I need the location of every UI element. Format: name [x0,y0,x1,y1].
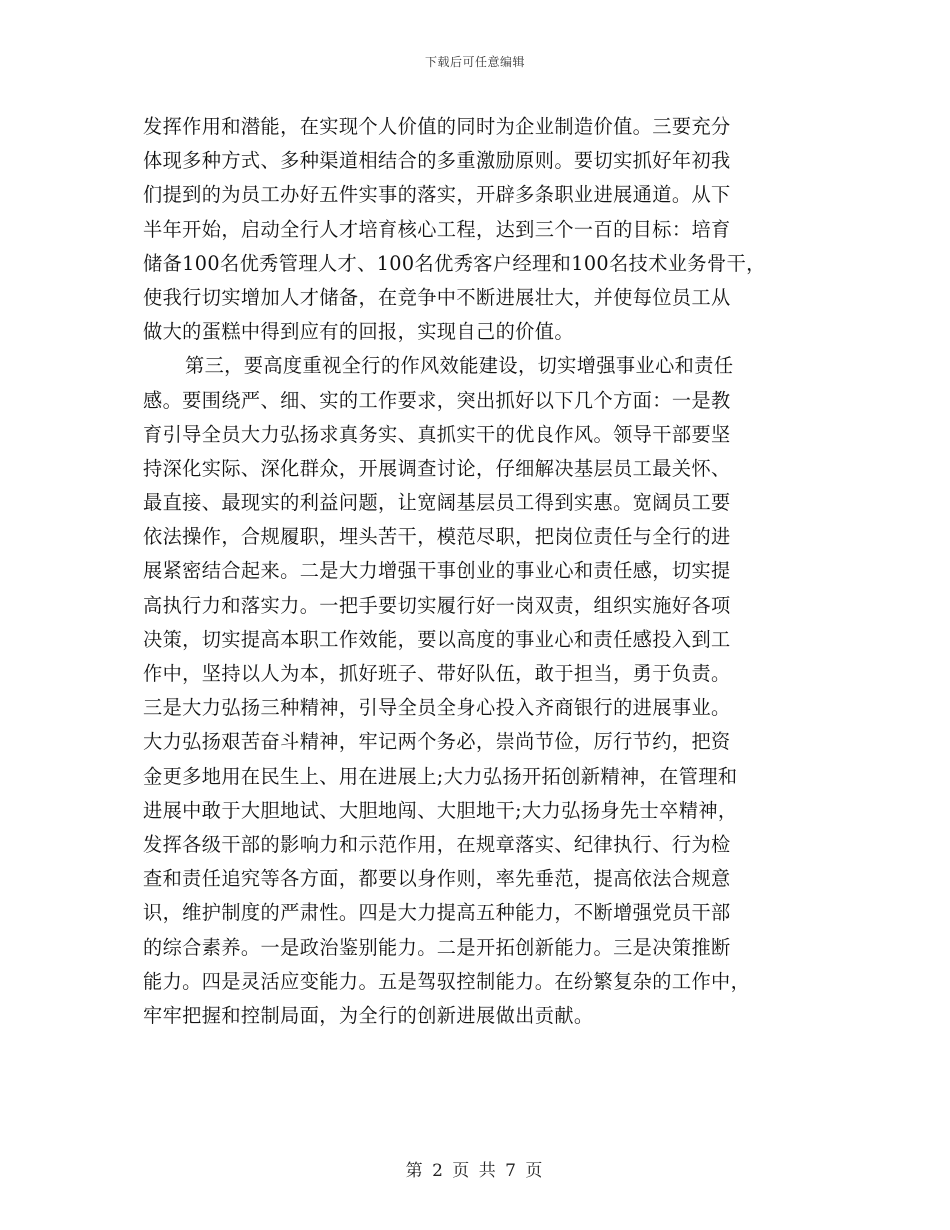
text-line: 发挥作用和潜能，在实现个人价值的同时为企业制造价值。三要充分 [143,115,731,138]
text-line: 体现多种方式、多种渠道相结合的多重激励原则。要切实抓好年初我 [143,149,731,173]
text-line: 做大的蛋糕中得到应有的回报，实现自己的价值。 [143,320,574,344]
text-line: 持深化实际、深化群众，开展调查讨论，仔细解决基层员工最关怀、 [143,456,731,480]
text-line: 最直接、最现实的利益问题，让宽阔基层员工得到实惠。宽阔员工要 [143,491,731,515]
text-line: 高执行力和落实力。一把手要切实履行好一岗双责，组织实施好各项 [143,593,731,617]
text-line: 使我行切实增加人才储备，在竞争中不断进展壮大，并使每位员工从 [143,285,731,309]
text-line: 作中，坚持以人为本，抓好班子、带好队伍，敢于担当，勇于负责。 [143,662,731,685]
body-text [143,110,813,1033]
text-line: 三是大力弘扬三种精神，引导全员全身心投入齐商银行的进展事业。 [143,696,731,720]
text-line: 金更多地用在民生上、用在进展上;大力弘扬开拓创新精神，在管理和 [143,764,738,788]
text-line: 能力。四是灵活应变能力。五是驾驭控制能力。在纷繁复杂的工作中， [143,969,751,993]
text-line: 查和责任追究等各方面，都要以身作则，率先垂范，提高依法合规意 [143,867,731,891]
text-line: 半年开始，启动全行人才培育核心工程，达到三个一百的目标：培育 [143,217,731,241]
text-line: 决策，切实提高本职工作效能，要以高度的事业心和责任感投入到工 [143,627,731,651]
text-line: 依法操作，合规履职，埋头苦干，模范尽职，把岗位责任与全行的进 [143,525,731,549]
text-line: 牢牢把握和控制局面，为全行的创新进展做出贡献。 [143,1003,594,1027]
text-line: 识，维护制度的严肃性。四是大力提高五种能力，不断增强党员干部 [143,901,731,925]
text-line: 展紧密结合起来。二是大力增强干事创业的事业心和责任感，切实提 [143,559,731,583]
page-number: 第 2 页 共 7 页 [405,1161,545,1181]
text-line: 进展中敢于大胆地试、大胆地闯、大胆地干;大力弘扬身先士卒精神， [143,798,738,822]
text-line: 感。要围绕严、细、实的工作要求，突出抓好以下几个方面：一是教 [143,388,731,412]
text-line: 的综合素养。一是政治鉴别能力。二是开拓创新能力。三是决策推断 [143,935,731,959]
text-line: 储备100名优秀管理人才、100名优秀客户经理和100名技术业务骨干， [143,251,766,275]
text-line: 育引导全员大力弘扬求真务实、真抓实干的优良作风。领导干部要坚 [143,422,731,446]
paragraph-start-line: 第三，要高度重视全行的作风效能建设，切实增强事业心和责任 [185,354,734,378]
text-line: 们提到的为员工办好五件实事的落实，开辟多条职业进展通道。从下 [143,183,731,207]
text-line: 发挥各级干部的影响力和示范作用，在规章落实、纪律执行、行为检 [143,832,731,856]
text-line: 大力弘扬艰苦奋斗精神，牢记两个务必，崇尚节俭，厉行节约，把资 [143,730,731,754]
page-header-note: 下载后可任意编辑 [424,55,525,69]
